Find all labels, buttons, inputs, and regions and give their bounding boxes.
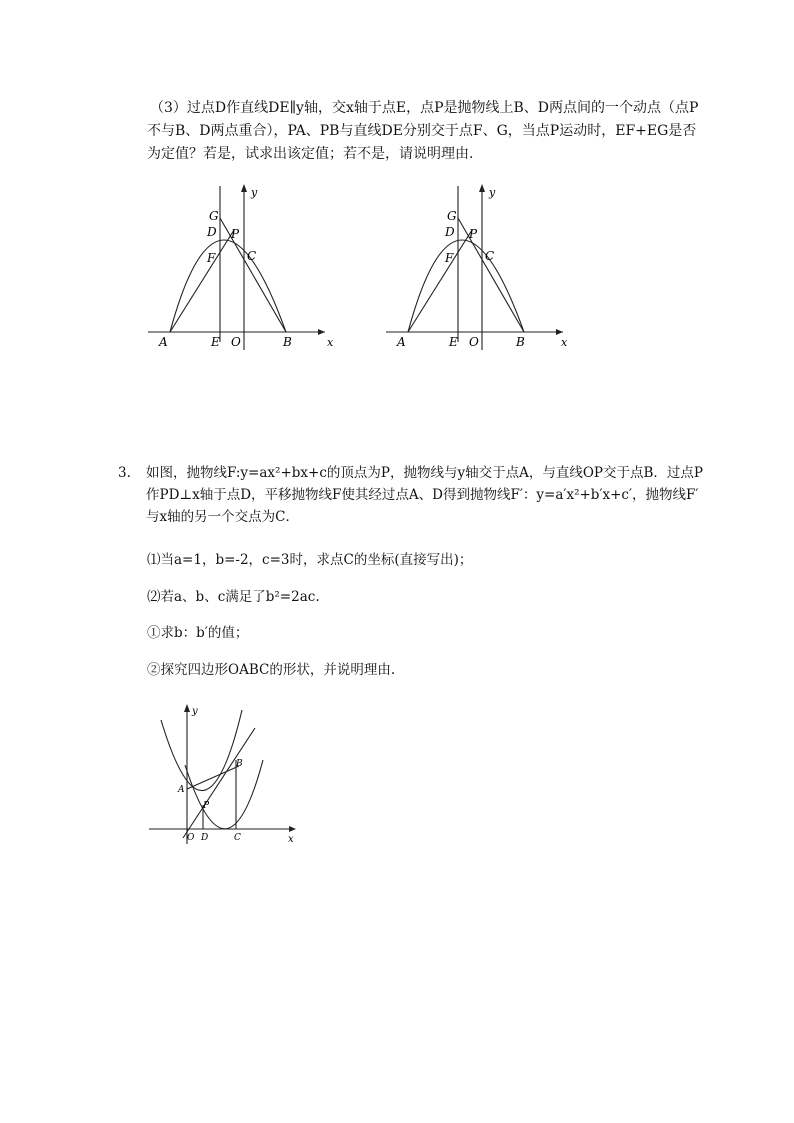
label-c: C bbox=[485, 249, 495, 263]
subquestion-2b: ②探究四边形OABC的形状，并说明理由. bbox=[147, 662, 396, 678]
part3-text: （3）过点D作直线DE∥y轴，交x轴于点E，点P是抛物线上B、D两点间的一个动点（点P不与B、D两点重合），PA、PB与直线DE分别交于点F、G，当点P运动时，EF+EG是否为定值？若是，试求出该定值；若不是，请说明理由. bbox=[147, 100, 699, 162]
question-3-stem: 如图，抛物线F:y=ax²+bx+c的顶点为P，抛物线与y轴交于点A，与直线OP交于点B．过点P作PD⊥x轴于点D，平移抛物线F使其经过点A、D得到抛物线F′：y=a′x²+b′x+c′，抛物线F′与x轴的另一个交点为C． bbox=[146, 465, 703, 525]
figure-3-parabolas bbox=[145, 700, 305, 848]
subquestion-1: ⑴当a=1，b=-2，c=3时，求点C的坐标(直接写出)； bbox=[147, 552, 473, 568]
label-p: P bbox=[231, 227, 240, 241]
parabola-f bbox=[161, 710, 242, 791]
label-f: F bbox=[445, 251, 454, 265]
parabola-f-prime bbox=[185, 760, 263, 829]
label-e: E bbox=[449, 335, 458, 349]
label-o: O bbox=[231, 335, 241, 349]
line-pa bbox=[408, 230, 472, 332]
line-op bbox=[183, 728, 255, 838]
label-x: x bbox=[561, 336, 568, 349]
subquestion-2: ⑵若a、b、c满足了b²=2ac. bbox=[147, 589, 320, 605]
label-o: O bbox=[469, 335, 479, 349]
label-b: B bbox=[236, 759, 243, 769]
label-o: O bbox=[187, 833, 195, 843]
parabola bbox=[408, 240, 524, 332]
label-g: G bbox=[209, 209, 219, 223]
label-d: D bbox=[201, 833, 209, 843]
line-pa bbox=[170, 230, 234, 332]
figure-2-parabola bbox=[378, 180, 578, 355]
line-gb bbox=[458, 218, 524, 332]
label-c: C bbox=[247, 249, 257, 263]
line-gb bbox=[220, 218, 286, 332]
label-p: P bbox=[203, 801, 210, 811]
label-y: y bbox=[251, 186, 258, 199]
label-x: x bbox=[288, 834, 294, 845]
label-p: P bbox=[469, 227, 478, 241]
label-c: C bbox=[234, 833, 241, 843]
label-g: G bbox=[447, 209, 457, 223]
label-a: A bbox=[178, 785, 185, 795]
label-b: B bbox=[283, 335, 292, 349]
parabola bbox=[170, 240, 286, 332]
label-a: A bbox=[397, 335, 406, 349]
label-e: E bbox=[211, 335, 220, 349]
subquestion-2a: ①求b：b′的值； bbox=[147, 625, 249, 641]
label-a: A bbox=[159, 335, 168, 349]
label-y: y bbox=[192, 706, 198, 717]
label-x: x bbox=[327, 336, 334, 349]
question-number: 3. bbox=[118, 465, 131, 481]
label-d: D bbox=[445, 225, 455, 239]
figure-1-parabola bbox=[140, 180, 340, 355]
label-f: F bbox=[207, 251, 216, 265]
label-d: D bbox=[207, 225, 217, 239]
label-y: y bbox=[489, 186, 496, 199]
label-b: B bbox=[516, 335, 525, 349]
